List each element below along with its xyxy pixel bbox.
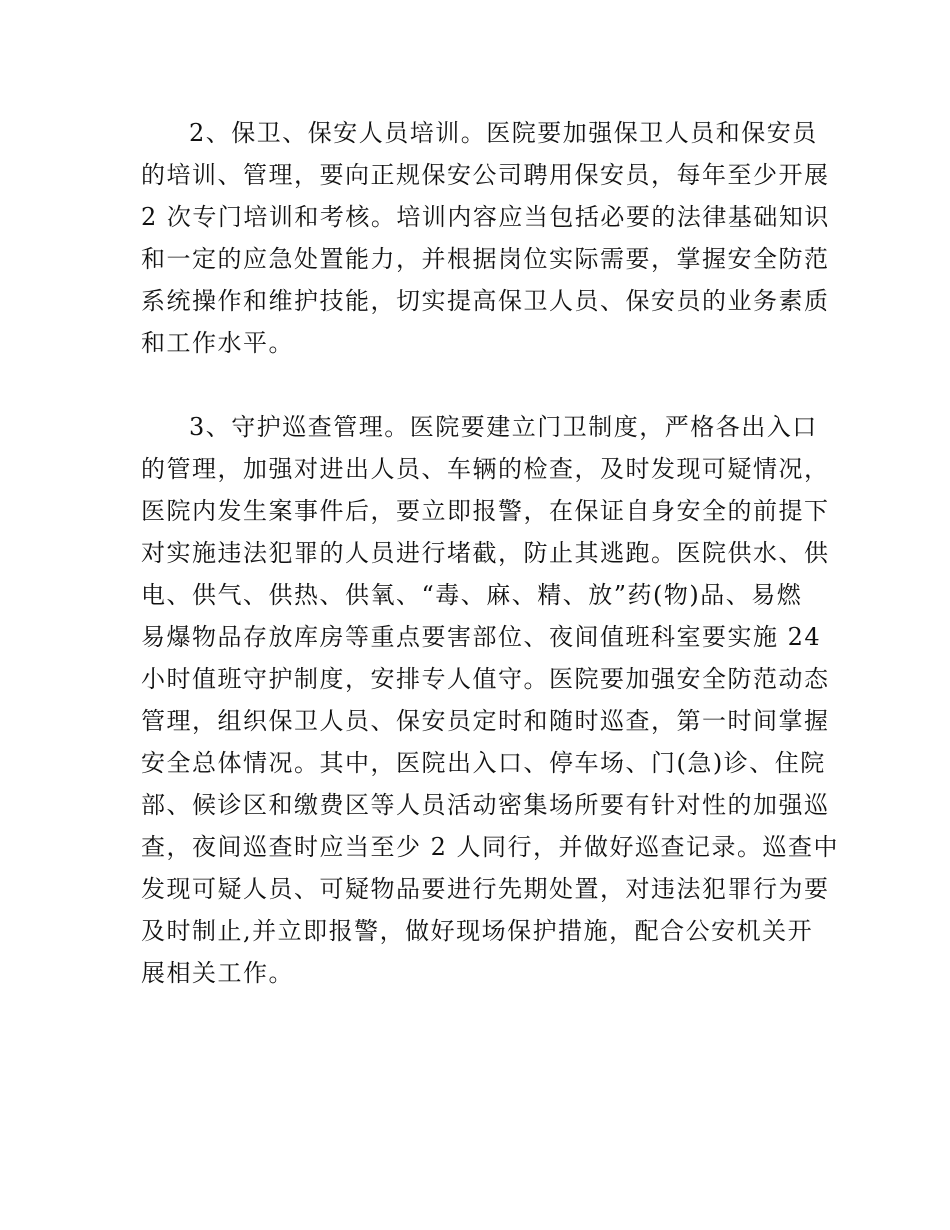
- text-line: 发现可疑人员、可疑物品要进行先期处置，对违法犯罪行为要: [141, 875, 830, 903]
- text-line: 对实施违法犯罪的人员进行堵截，防止其逃跑。医院供水、供: [141, 539, 830, 567]
- text-line: 部、候诊区和缴费区等人员活动密集场所要有针对性的加强巡: [141, 791, 830, 819]
- text-line: 系统操作和维护技能，切实提高保卫人员、保安员的业务素质: [141, 287, 830, 315]
- text-line: 展相关工作。: [141, 959, 294, 987]
- text-line: 3、守护巡查管理。医院要建立门卫制度，严格各出入口: [189, 413, 818, 441]
- text-line: 的管理，加强对进出人员、车辆的检查，及时发现可疑情况，: [141, 455, 830, 483]
- document-body: [141, 112, 840, 994]
- text-line: 安全总体情况。其中，医院出入口、停车场、门(急)诊、住院: [141, 749, 826, 777]
- text-line: 的培训、管理，要向正规保安公司聘用保安员，每年至少开展: [141, 161, 830, 189]
- text-line: 及时制止,并立即报警，做好现场保护措施，配合公安机关开: [141, 917, 814, 945]
- text-line: 电、供气、供热、供氧、“毒、麻、精、放”药(物)品、易燃: [141, 581, 803, 609]
- paragraph-security-staff-training: [141, 112, 830, 364]
- text-line: 小时值班守护制度，安排专人值守。医院要加强安全防范动态: [141, 665, 830, 693]
- text-line: 医院内发生案事件后，要立即报警，在保证自身安全的前提下: [141, 497, 830, 525]
- text-line: 2、保卫、保安人员培训。医院要加强保卫人员和保安员: [189, 119, 818, 147]
- text-line: 和工作水平。: [141, 329, 294, 357]
- text-line: 查，夜间巡查时应当至少 2 人同行，并做好巡查记录。巡查中: [141, 833, 840, 861]
- text-line: 管理，组织保卫人员、保安员定时和随时巡查，第一时间掌握: [141, 707, 830, 735]
- text-line: 和一定的应急处置能力，并根据岗位实际需要，掌握安全防范: [141, 245, 830, 273]
- text-line: 易爆物品存放库房等重点要害部位、夜间值班科室要实施 24: [141, 623, 822, 651]
- paragraph-patrol-management: [141, 406, 840, 994]
- text-line: 2 次专门培训和考核。培训内容应当包括必要的法律基础知识: [141, 203, 830, 231]
